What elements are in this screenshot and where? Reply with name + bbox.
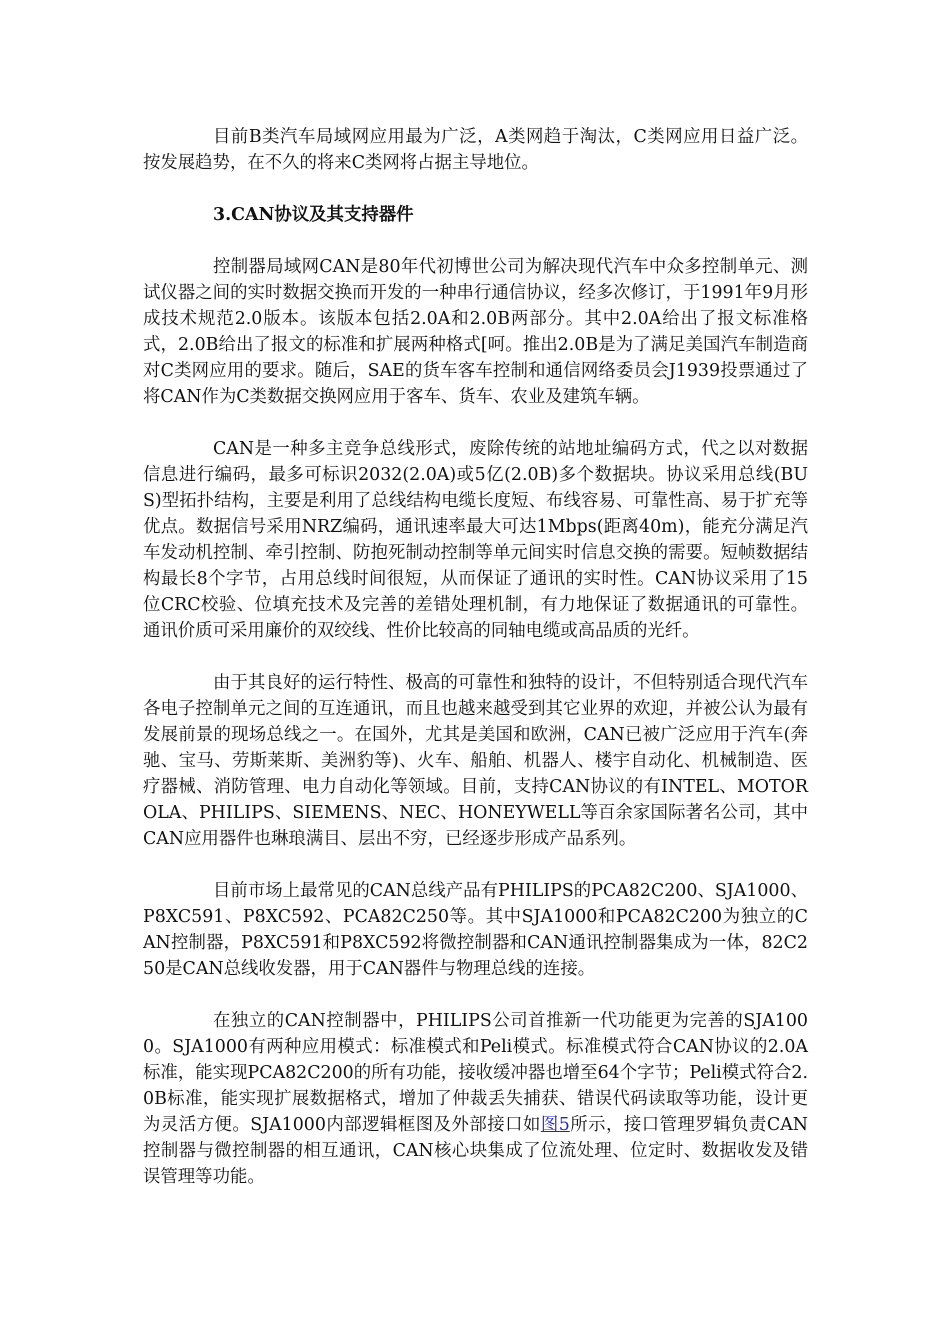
section-heading: 3.CAN协议及其支持器件 [213,205,414,225]
figure-5-link[interactable]: 图5 [540,1115,570,1135]
paragraph-6-text-before: 在独立的CAN控制器中，PHILIPS公司首推新一代功能更为完善的SJA1000。SJA1000有两种应用模式：标准模式和Peli模式。标准模式符合CAN协议的2.0A标准，能实现PCA82C200的所有功能，接收缓冲器也增至64个字节；Peli模式符合2.0B标准，能实现扩展数据格式，增加了仲裁丢失捕获、错误代码读取等功能，设计更为灵活方便。SJA1000内部逻辑框图及外部接口如 [143,1011,808,1135]
paragraph-5: 目前市场上最常见的CAN总线产品有PHILIPS的PCA82C200、SJA1000、P8XC591、P8XC592、PCA82C250等。其中SJA1000和PCA82C200为独立的CAN控制器，P8XC591和P8XC592将微控制器和CAN通讯控制器集成为一体，82C250是CAN总线收发器，用于CAN器件与物理总线的连接。 [143,881,808,979]
paragraph-1: 目前B类汽车局域网应用最为广泛，A类网趋于淘汰，C类网应用日益广泛。按发展趋势，在不久的将来C类网将占据主导地位。 [143,127,808,173]
paragraph-6 [143,1008,808,1190]
document-body [143,124,808,1216]
paragraph-6-text-after: 所示，接口管理罗辑负责CAN控制器与微控制器的相互通讯，CAN核心块集成了位流处理、位定时、数据收发及错误管理等功能。 [143,1115,808,1187]
paragraph-3: CAN是一种多主竞争总线形式，废除传统的站地址编码方式，代之以对数据信息进行编码，最多可标识2032(2.0A)或5亿(2.0B)多个数据块。协议采用总线(BUS)型拓扑结构，主要是利用了总线结构电缆长度短、布线容易、可靠性高、易于扩充等优点。数据信号采用NRZ编码，通讯速率最大可达1Mbps(距离40m)，能充分满足汽车发动机控制、牵引控制、防抱死制动控制等单元间实时信息交换的需要。短帧数据结构最长8个字节，占用总线时间很短，从而保证了通讯的实时性。CAN协议采用了15位CRC校验、位填充技术及完善的差错处理机制，有力地保证了数据通讯的可靠性。通讯价质可采用廉价的双绞线、性价比较高的同轴电缆或高品质的光纤。 [143,439,808,641]
paragraph-4: 由于其良好的运行特性、极高的可靠性和独特的设计，不但特别适合现代汽车各电子控制单元之间的互连通讯，而且也越来越受到其它业界的欢迎，并被公认为最有发展前景的现场总线之一。在国外，尤其是美国和欧洲，CAN已被广泛应用于汽车(奔驰、宝马、劳斯莱斯、美洲豹等)、火车、船舶、机器人、楼宇自动化、机械制造、医疗器械、消防管理、电力自动化等领域。目前，支持CAN协议的有INTEL、MOTOROLA、PHILIPS、SIEMENS、NEC、HONEYWELL等百余家国际著名公司，其中CAN应用器件也琳琅满目、层出不穷，已经逐步形成产品系列。 [143,673,808,849]
paragraph-2: 控制器局域网CAN是80年代初博世公司为解决现代汽车中众多控制单元、测试仪器之间的实时数据交换而开发的一种串行通信协议，经多次修订，于1991年9月形成技术规范2.0版本。该版本包括2.0A和2.0B两部分。其中2.0A给出了报文标准格式，2.0B给出了报文的标准和扩展两种格式[呵。推出2.0B是为了满足美国汽车制造商对C类网应用的要求。随后，SAE的货车客车控制和通信网络委员会J1939投票通过了将CAN作为C类数据交换网应用于客车、货车、农业及建筑车辆。 [143,257,808,407]
